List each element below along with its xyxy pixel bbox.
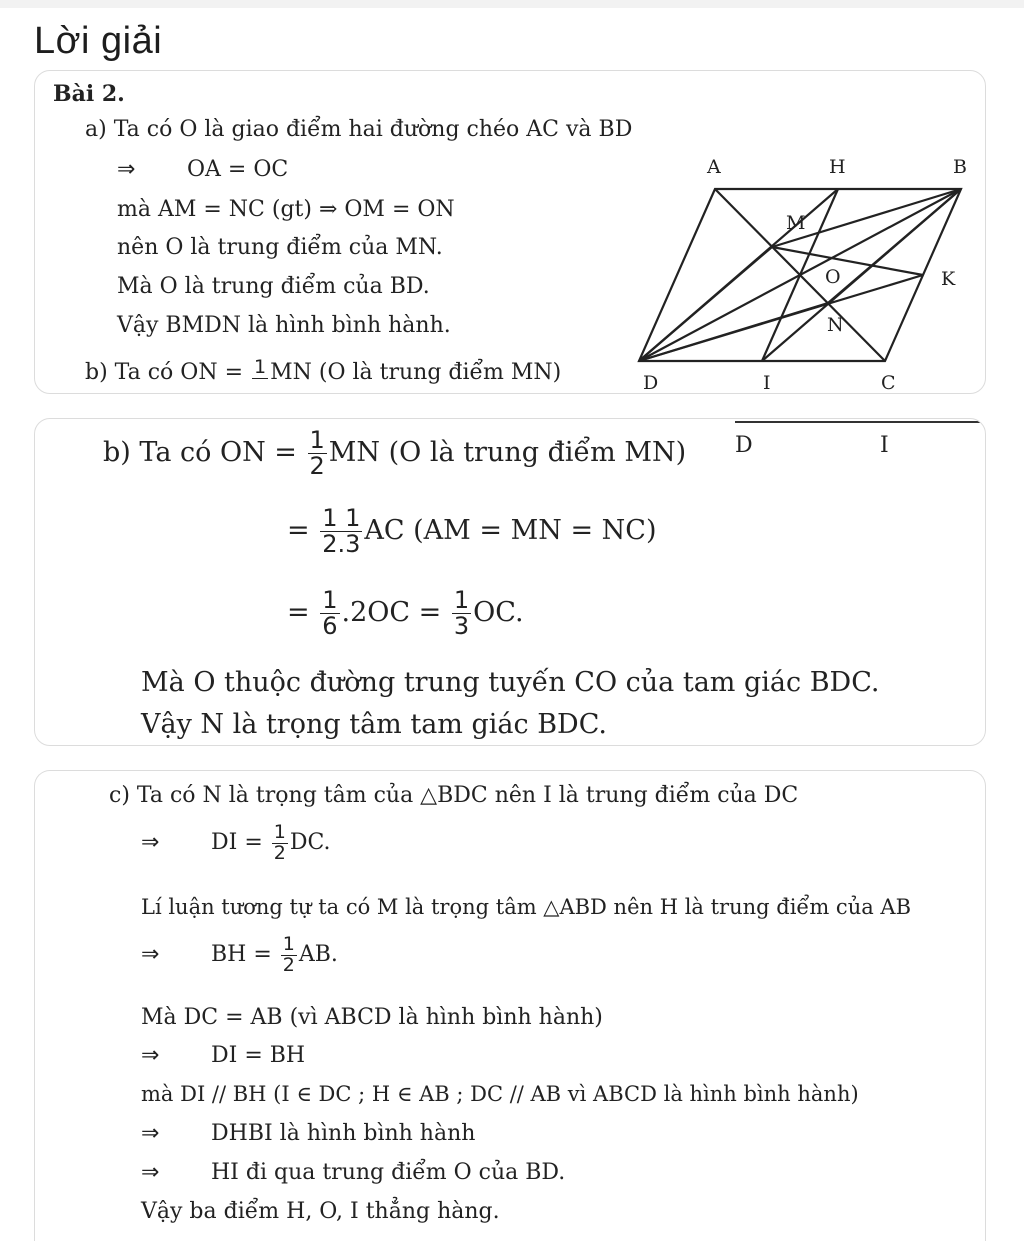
text-segment: MN (O là trung điểm MN) <box>328 437 687 468</box>
equation: OA = OC <box>187 157 289 182</box>
label-d-cut: D <box>735 433 753 458</box>
implies-arrow: ⇒ <box>141 1121 160 1146</box>
fraction-denominator: 2 <box>309 452 325 480</box>
text-line: c) Ta có N là trọng tâm của △BDC nên I là trung điểm của DC <box>109 783 799 808</box>
implies-arrow: ⇒ <box>117 157 136 182</box>
fraction <box>320 503 362 558</box>
text-line: Mà O là trung điểm của BD. <box>117 274 430 299</box>
implies-arrow: ⇒ <box>141 942 160 967</box>
fraction-denominator: 6 <box>322 612 338 640</box>
text-segment: OC. <box>473 597 524 628</box>
text-line <box>287 585 524 641</box>
text-segment: AC (AM = MN = NC) <box>364 515 657 546</box>
fraction-denominator: 3 <box>453 612 470 640</box>
fraction <box>272 820 288 864</box>
text-line: Vậy BMDN là hình bình hành. <box>117 313 451 338</box>
text-line <box>117 157 288 182</box>
label-n: N <box>827 314 844 336</box>
text-line: mà AM = NC (gt) ⇒ OM = ON <box>117 197 455 222</box>
text-segment: DC. <box>289 830 331 855</box>
fraction-numerator: 1 <box>254 356 267 378</box>
fraction-numerator: 1 1 <box>322 503 361 532</box>
label-k: K <box>941 268 956 290</box>
text-line: a) Ta có O là giao điểm hai đường chéo AC và BD <box>85 117 633 142</box>
label-m: M <box>786 212 806 234</box>
implies-arrow: ⇒ <box>141 1043 160 1068</box>
fraction-numerator: 1 <box>273 820 286 843</box>
fraction-numerator: 1 <box>322 585 338 614</box>
label-o: O <box>825 266 841 288</box>
text-line <box>85 356 562 385</box>
fraction-denominator: 2.3 <box>322 530 361 558</box>
text-line: Vậy N là trọng tâm tam giác BDC. <box>141 709 607 740</box>
text-segment: BH = <box>211 942 279 967</box>
parallelogram-figure <box>615 151 985 391</box>
equals-sign: = <box>287 515 310 546</box>
label-c: C <box>881 372 896 391</box>
text-line <box>141 1121 475 1146</box>
fraction-numerator: 1 <box>453 585 470 614</box>
top-bar <box>0 0 1024 8</box>
equation: DI = BH <box>211 1043 306 1068</box>
label-b: B <box>953 156 967 178</box>
equals-sign: = <box>287 597 310 628</box>
text-line: Mà O thuộc đường trung tuyến CO của tam giác BDC. <box>141 667 880 698</box>
text-line <box>141 1160 565 1185</box>
text-segment: AB. <box>298 942 338 967</box>
text-segment: DHBI là hình bình hành <box>211 1121 476 1146</box>
fraction-denominator: 2 <box>282 953 295 976</box>
text-line <box>287 503 656 559</box>
fraction <box>281 932 297 976</box>
text-segment: b) Ta có ON = <box>85 360 250 385</box>
text-segment: b) Ta có ON = <box>103 437 306 468</box>
text-segment: HI đi qua trung điểm O của BD. <box>211 1160 566 1185</box>
fraction <box>452 585 471 640</box>
fraction-numerator: 1 <box>309 425 325 454</box>
page-heading: Lời giải <box>34 20 163 62</box>
label-a: A <box>707 156 721 178</box>
text-segment: MN (O là trung điểm MN) <box>270 360 562 385</box>
fraction-denominator: 2 <box>273 841 286 864</box>
fraction <box>308 425 327 480</box>
solution-card-part-a <box>34 70 986 394</box>
label-h: H <box>829 156 846 178</box>
text-line <box>141 929 338 981</box>
fraction-numerator: 1 <box>282 932 295 955</box>
fraction <box>252 358 268 379</box>
implies-arrow: ⇒ <box>141 830 160 855</box>
implies-arrow: ⇒ <box>141 1160 160 1185</box>
text-line: nên O là trung điểm của MN. <box>117 235 443 260</box>
label-d: D <box>643 372 659 391</box>
segment-dk <box>639 275 923 361</box>
text-line <box>141 1043 305 1068</box>
text-line: Vậy ba điểm H, O, I thẳng hàng. <box>141 1199 500 1224</box>
text-segment: .2OC = <box>341 597 450 628</box>
solution-card-part-c <box>34 770 986 1241</box>
text-line <box>103 425 686 481</box>
label-i: I <box>763 372 771 391</box>
label-i-cut: I <box>880 433 889 458</box>
fraction <box>320 585 339 640</box>
solution-card-part-b <box>34 418 986 746</box>
text-line <box>141 817 331 869</box>
text-segment: DI = <box>211 830 270 855</box>
segment-dh <box>639 189 838 361</box>
problem-title: Bài 2. <box>53 81 125 107</box>
figure-cut-edge <box>735 421 985 423</box>
text-line: mà DI // BH (I ∈ DC ; H ∈ AB ; DC // AB vì ABCD là hình bình hành) <box>141 1082 859 1106</box>
text-line: Lí luận tương tự ta có M là trọng tâm △ABD nên H là trung điểm của AB <box>141 895 912 919</box>
text-line: Mà DC = AB (vì ABCD là hình bình hành) <box>141 1005 603 1030</box>
